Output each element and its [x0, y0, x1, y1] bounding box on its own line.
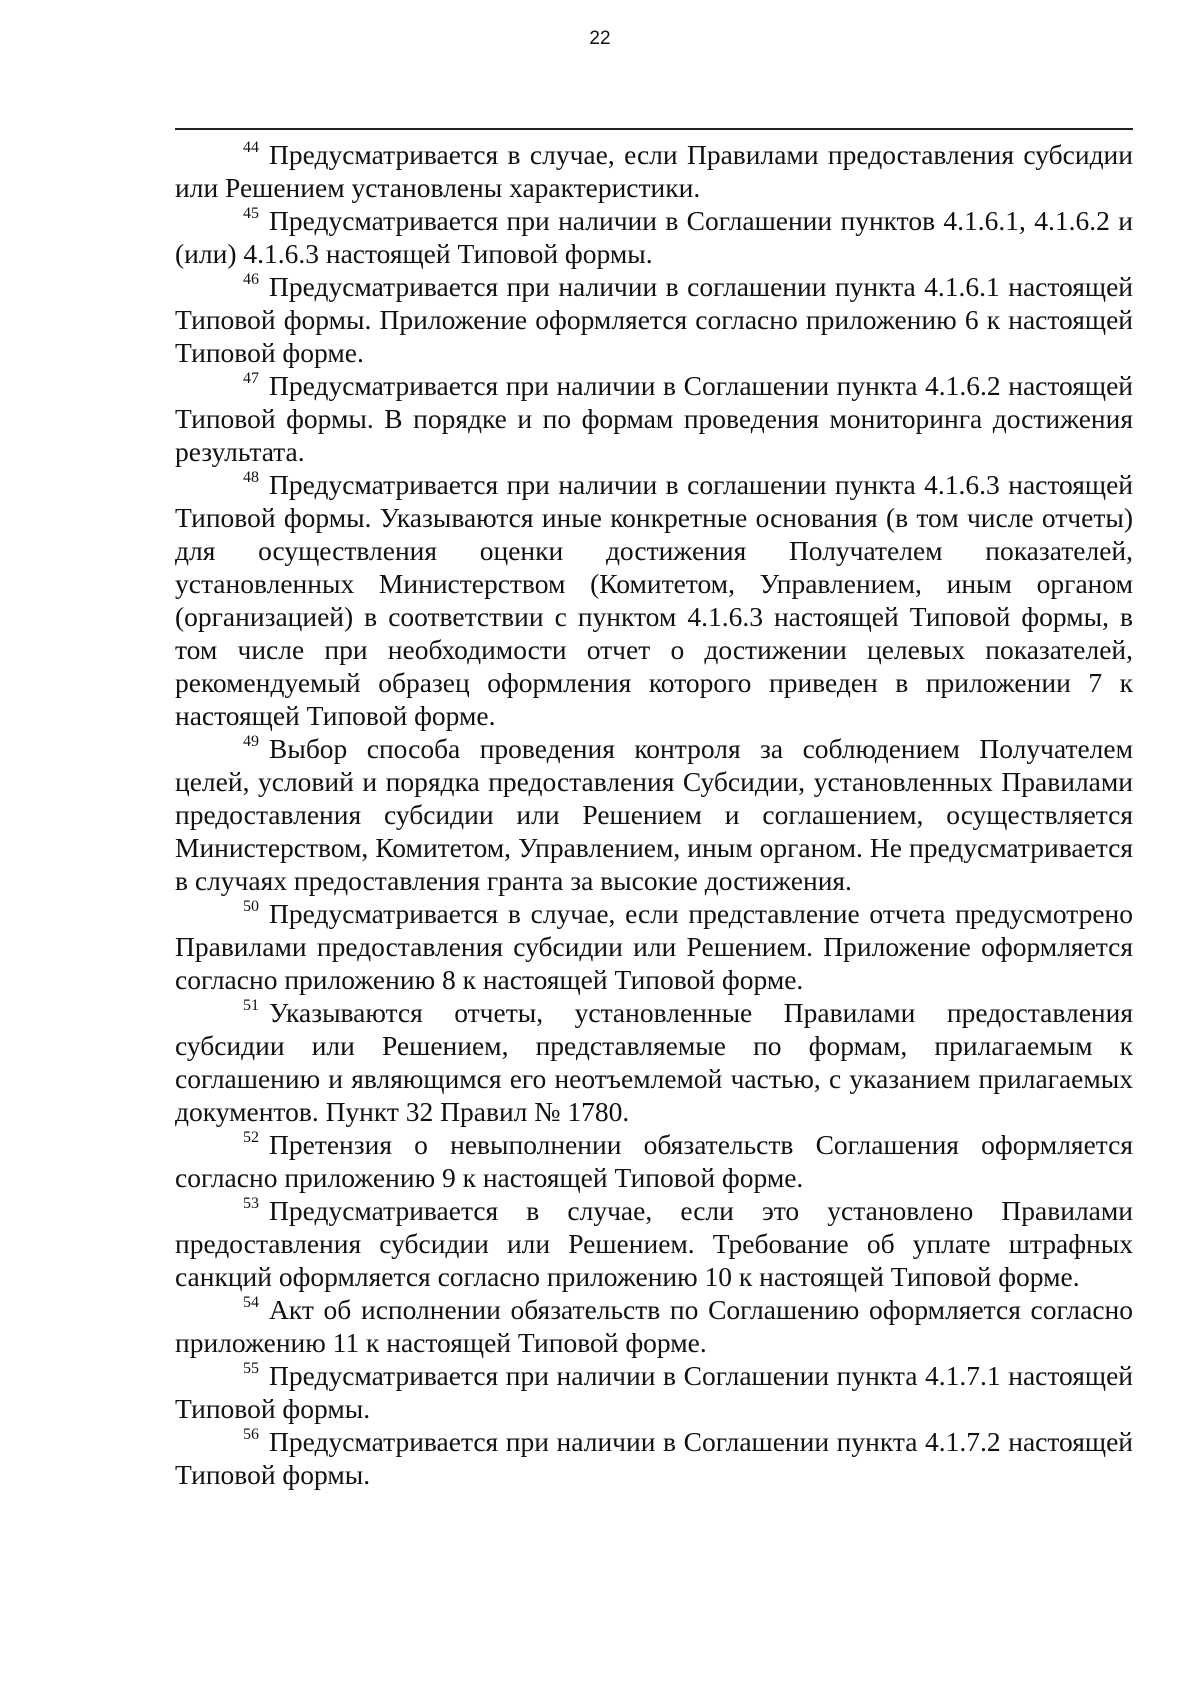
footnote-text: Предусматривается при наличии в Соглашении пункта 4.1.6.2 настоящей Типовой формы. В порядке и по формам проведения мониторинга достижения результата. — [175, 370, 1133, 467]
page-number: 22 — [589, 28, 611, 49]
footnotes-list — [175, 138, 1133, 1491]
footnote — [175, 204, 1133, 270]
footnote-number: 53 — [243, 1195, 259, 1212]
footnote-text: Предусматривается при наличии в Соглашении пунктов 4.1.6.1, 4.1.6.2 и (или) 4.1.6.3 настоящей Типовой формы. — [175, 205, 1133, 269]
footnote — [175, 138, 1133, 204]
footnote-text: Указываются отчеты, установленные Правилами предоставления субсидии или Решением, представляемые по формам, прилагаемым к соглашению и являющимся его неотъемлемой частью, с указанием прилагаемых документов. Пункт 32 Правил № 1780. — [175, 997, 1133, 1127]
footnote-text: Предусматривается при наличии в Соглашении пункта 4.1.7.2 настоящей Типовой формы. — [175, 1426, 1133, 1490]
footnote-number: 47 — [243, 370, 259, 387]
footnote-text: Выбор способа проведения контроля за соблюдением Получателем целей, условий и порядка предоставления Субсидии, установленных Правилами предоставления субсидии или Решением и соглашением, осуществляется Министерством, Комитетом, Управлением, иным органом. Не предусматривается в случаях предоставления гранта за высокие достижения. — [175, 733, 1133, 896]
footnote-text: Предусматривается при наличии в Соглашении пункта 4.1.7.1 настоящей Типовой формы. — [175, 1360, 1133, 1424]
footnote-number: 50 — [243, 898, 259, 915]
footnote-number: 54 — [243, 1294, 259, 1311]
footnote-number: 52 — [243, 1129, 259, 1146]
footnote-number: 49 — [243, 733, 259, 750]
footnote-number: 46 — [243, 271, 259, 288]
footnote — [175, 270, 1133, 369]
footnote-number: 48 — [243, 469, 259, 486]
footnote-text: Претензия о невыполнении обязательств Соглашения оформляется согласно приложению 9 к настоящей Типовой форме. — [175, 1129, 1133, 1193]
footnote-number: 55 — [243, 1360, 259, 1377]
footnote — [175, 1194, 1133, 1293]
footnote — [175, 996, 1133, 1128]
footnote-text: Предусматривается в случае, если это установлено Правилами предоставления субсидии или Решением. Требование об уплате штрафных санкций оформляется согласно приложению 10 к настоящей Типовой форме. — [175, 1195, 1133, 1292]
footnote — [175, 1293, 1133, 1359]
footnote-separator — [175, 128, 1133, 130]
footnote-text: Акт об исполнении обязательств по Соглашению оформляется согласно приложению 11 к настоящей Типовой форме. — [175, 1294, 1133, 1358]
footnote-number: 44 — [243, 139, 259, 156]
footnote-number: 51 — [243, 997, 259, 1014]
footnote — [175, 468, 1133, 732]
footnote-text: Предусматривается при наличии в соглашении пункта 4.1.6.1 настоящей Типовой формы. Приложение оформляется согласно приложению 6 к настоящей Типовой форме. — [175, 271, 1133, 368]
footnote-text: Предусматривается при наличии в соглашении пункта 4.1.6.3 настоящей Типовой формы. Указываются иные конкретные основания (в том числе отчеты) для осуществления оценки достижения Получателем показателей, установленных Министерством (Комитетом, Управлением, иным органом (организацией) в соответствии с пунктом 4.1.6.3 настоящей Типовой формы, в том числе при необходимости отчет о достижении целевых показателей, рекомендуемый образец оформления которого приведен в приложении 7 к настоящей Типовой форме. — [175, 469, 1133, 731]
footnote-number: 56 — [243, 1426, 259, 1443]
footnote-number: 45 — [243, 205, 259, 222]
footnote — [175, 1128, 1133, 1194]
footnote — [175, 369, 1133, 468]
footnote — [175, 1359, 1133, 1425]
footnote-text: Предусматривается в случае, если Правилами предоставления субсидии или Решением установлены характеристики. — [175, 139, 1133, 203]
footnote — [175, 1425, 1133, 1491]
footnote-text: Предусматривается в случае, если представление отчета предусмотрено Правилами предоставления субсидии или Решением. Приложение оформляется согласно приложению 8 к настоящей Типовой форме. — [175, 898, 1133, 995]
footnote — [175, 732, 1133, 897]
footnote — [175, 897, 1133, 996]
